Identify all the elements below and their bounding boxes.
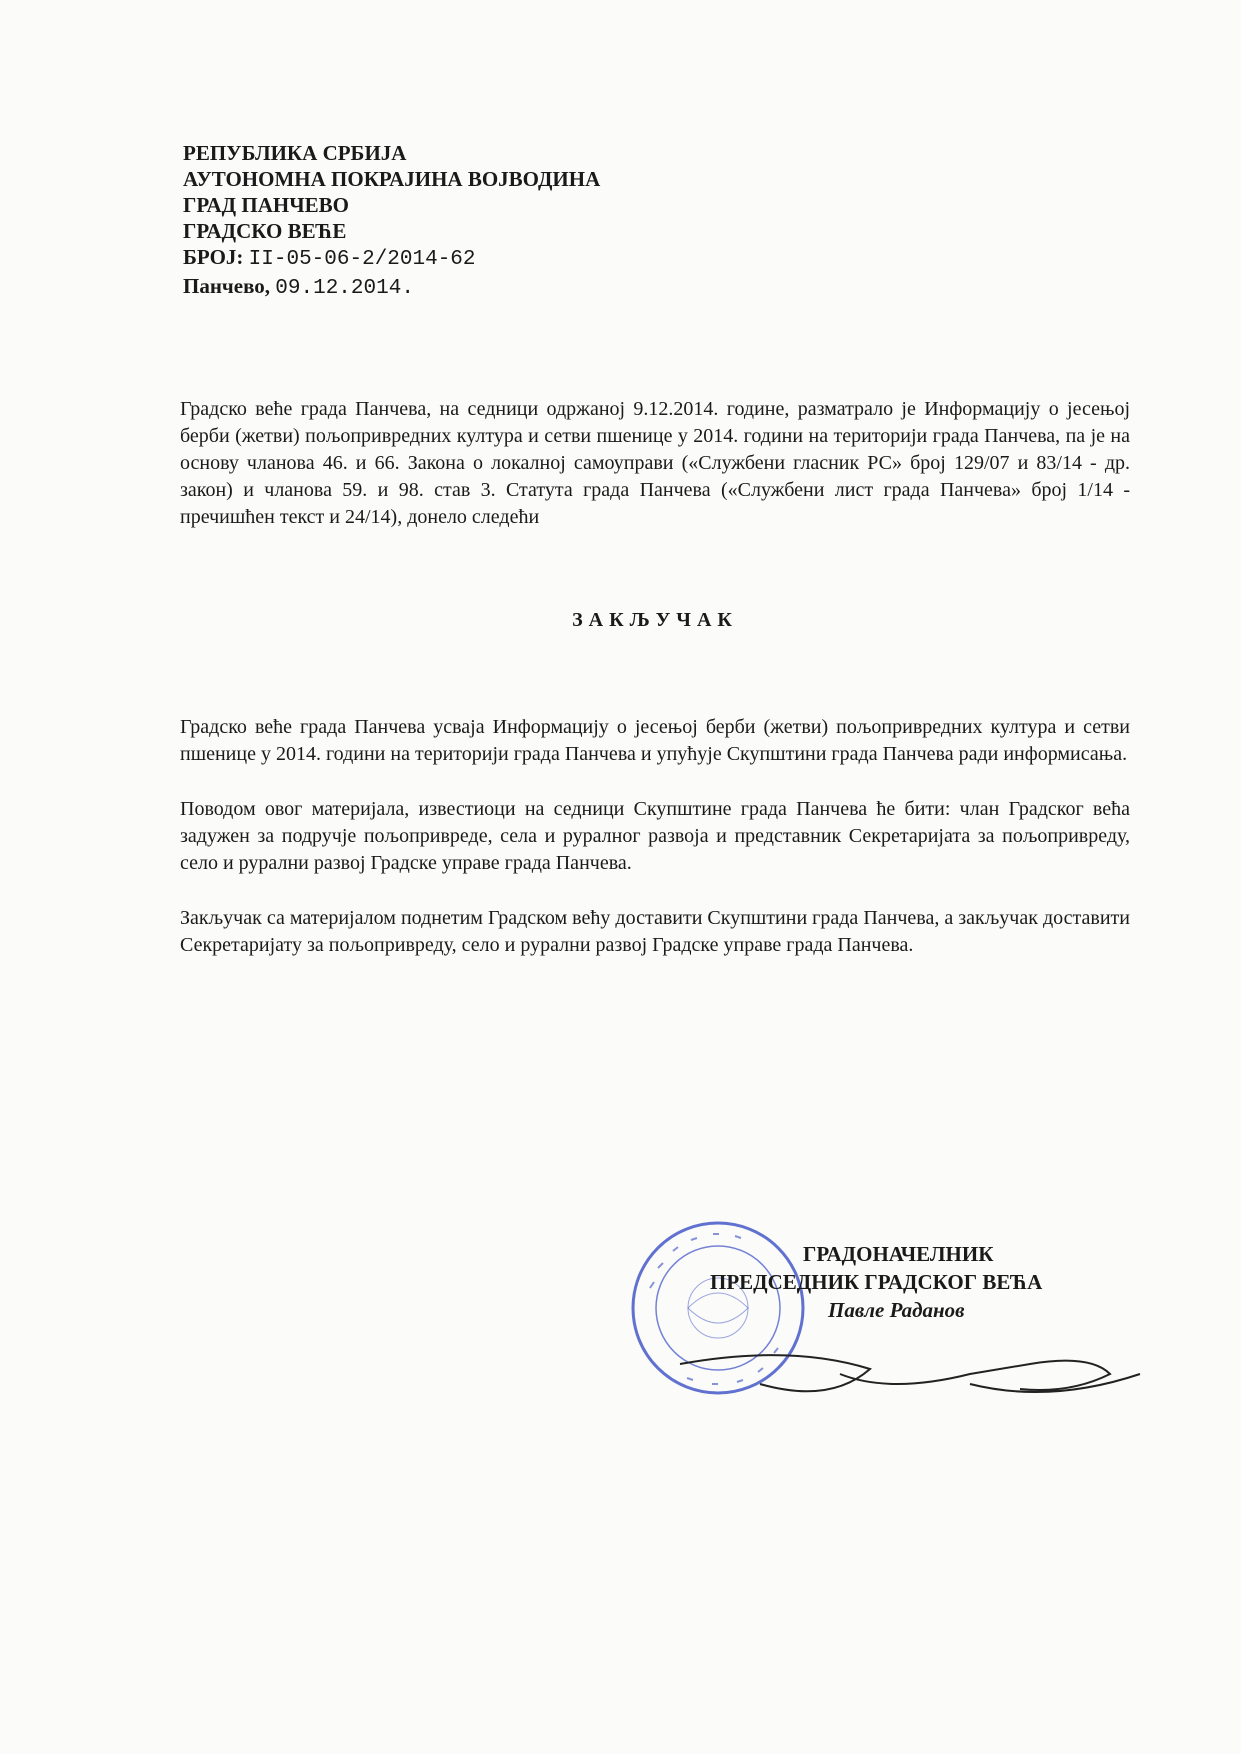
header-province: АУТОНОМНА ПОКРАЈИНА ВОЈВОДИНА bbox=[183, 167, 601, 191]
document-body bbox=[180, 396, 1130, 959]
number-label: БРОЈ: bbox=[183, 245, 244, 269]
header-number bbox=[183, 244, 600, 273]
body-paragraph-1: Градско веће града Панчева усваја Информацију о јесењој берби (жетви) пољопривредних култура и сетви пшенице у 2014. години на територији града Панчева и упућује Скупштини града Панчева ради информисања. bbox=[180, 716, 1130, 765]
signature-block bbox=[710, 1240, 1042, 1324]
document-header bbox=[183, 140, 600, 302]
signature-title-mayor: ГРАДОНАЧЕЛНИК bbox=[803, 1242, 994, 1266]
date-value: 09.12.2014. bbox=[275, 277, 414, 300]
handwritten-signature bbox=[670, 1334, 1150, 1424]
signature-title-president: ПРЕДСЕДНИК ГРАДСКОГ ВЕЋА bbox=[710, 1270, 1043, 1294]
header-council: ГРАДСКО ВЕЋЕ bbox=[183, 219, 347, 243]
header-city: ГРАД ПАНЧЕВО bbox=[183, 193, 349, 217]
body-paragraph-2: Поводом овог материјала, известиоци на седници Скупштине града Панчева ће бити: члан Градског већа задужен за подручје пољопривреде, села и руралног развоја и представник Секретаријата за пољопривреду, село и рурални развој Градске управе града Панчева. bbox=[180, 798, 1130, 874]
place-label: Панчево, bbox=[183, 274, 271, 298]
header-country: РЕПУБЛИКА СРБИЈА bbox=[183, 141, 407, 165]
header-date bbox=[183, 273, 600, 302]
document-title: ЗАКЉУЧАК bbox=[572, 609, 738, 631]
number-value: II-05-06-2/2014-62 bbox=[248, 248, 476, 271]
body-paragraph-3: Закључак са материјалом поднетим Градском већу доставити Скупштини града Панчева, а закључак доставити Секретаријату за пољопривреду, село и рурални развој Градске управе града Панчева. bbox=[180, 907, 1130, 956]
signature-name: Павле Раданов bbox=[828, 1298, 965, 1322]
preamble-paragraph: Градско веће града Панчева, на седници одржаној 9.12.2014. године, разматрало је Информацију о јесењој берби (жетви) пољопривредних култура и сетви пшенице у 2014. години на територији града Панчева, па је на основу чланова 46. и 66. Закона о локалној самоуправи («Службени гласник РС» број 129/07 и 83/14 - др. закон) и чланова 59. и 98. став 3. Статута града Панчева («Службени лист града Панчева» број 1/14 - пречишћен текст и 24/14), донело следећи bbox=[180, 398, 1130, 528]
